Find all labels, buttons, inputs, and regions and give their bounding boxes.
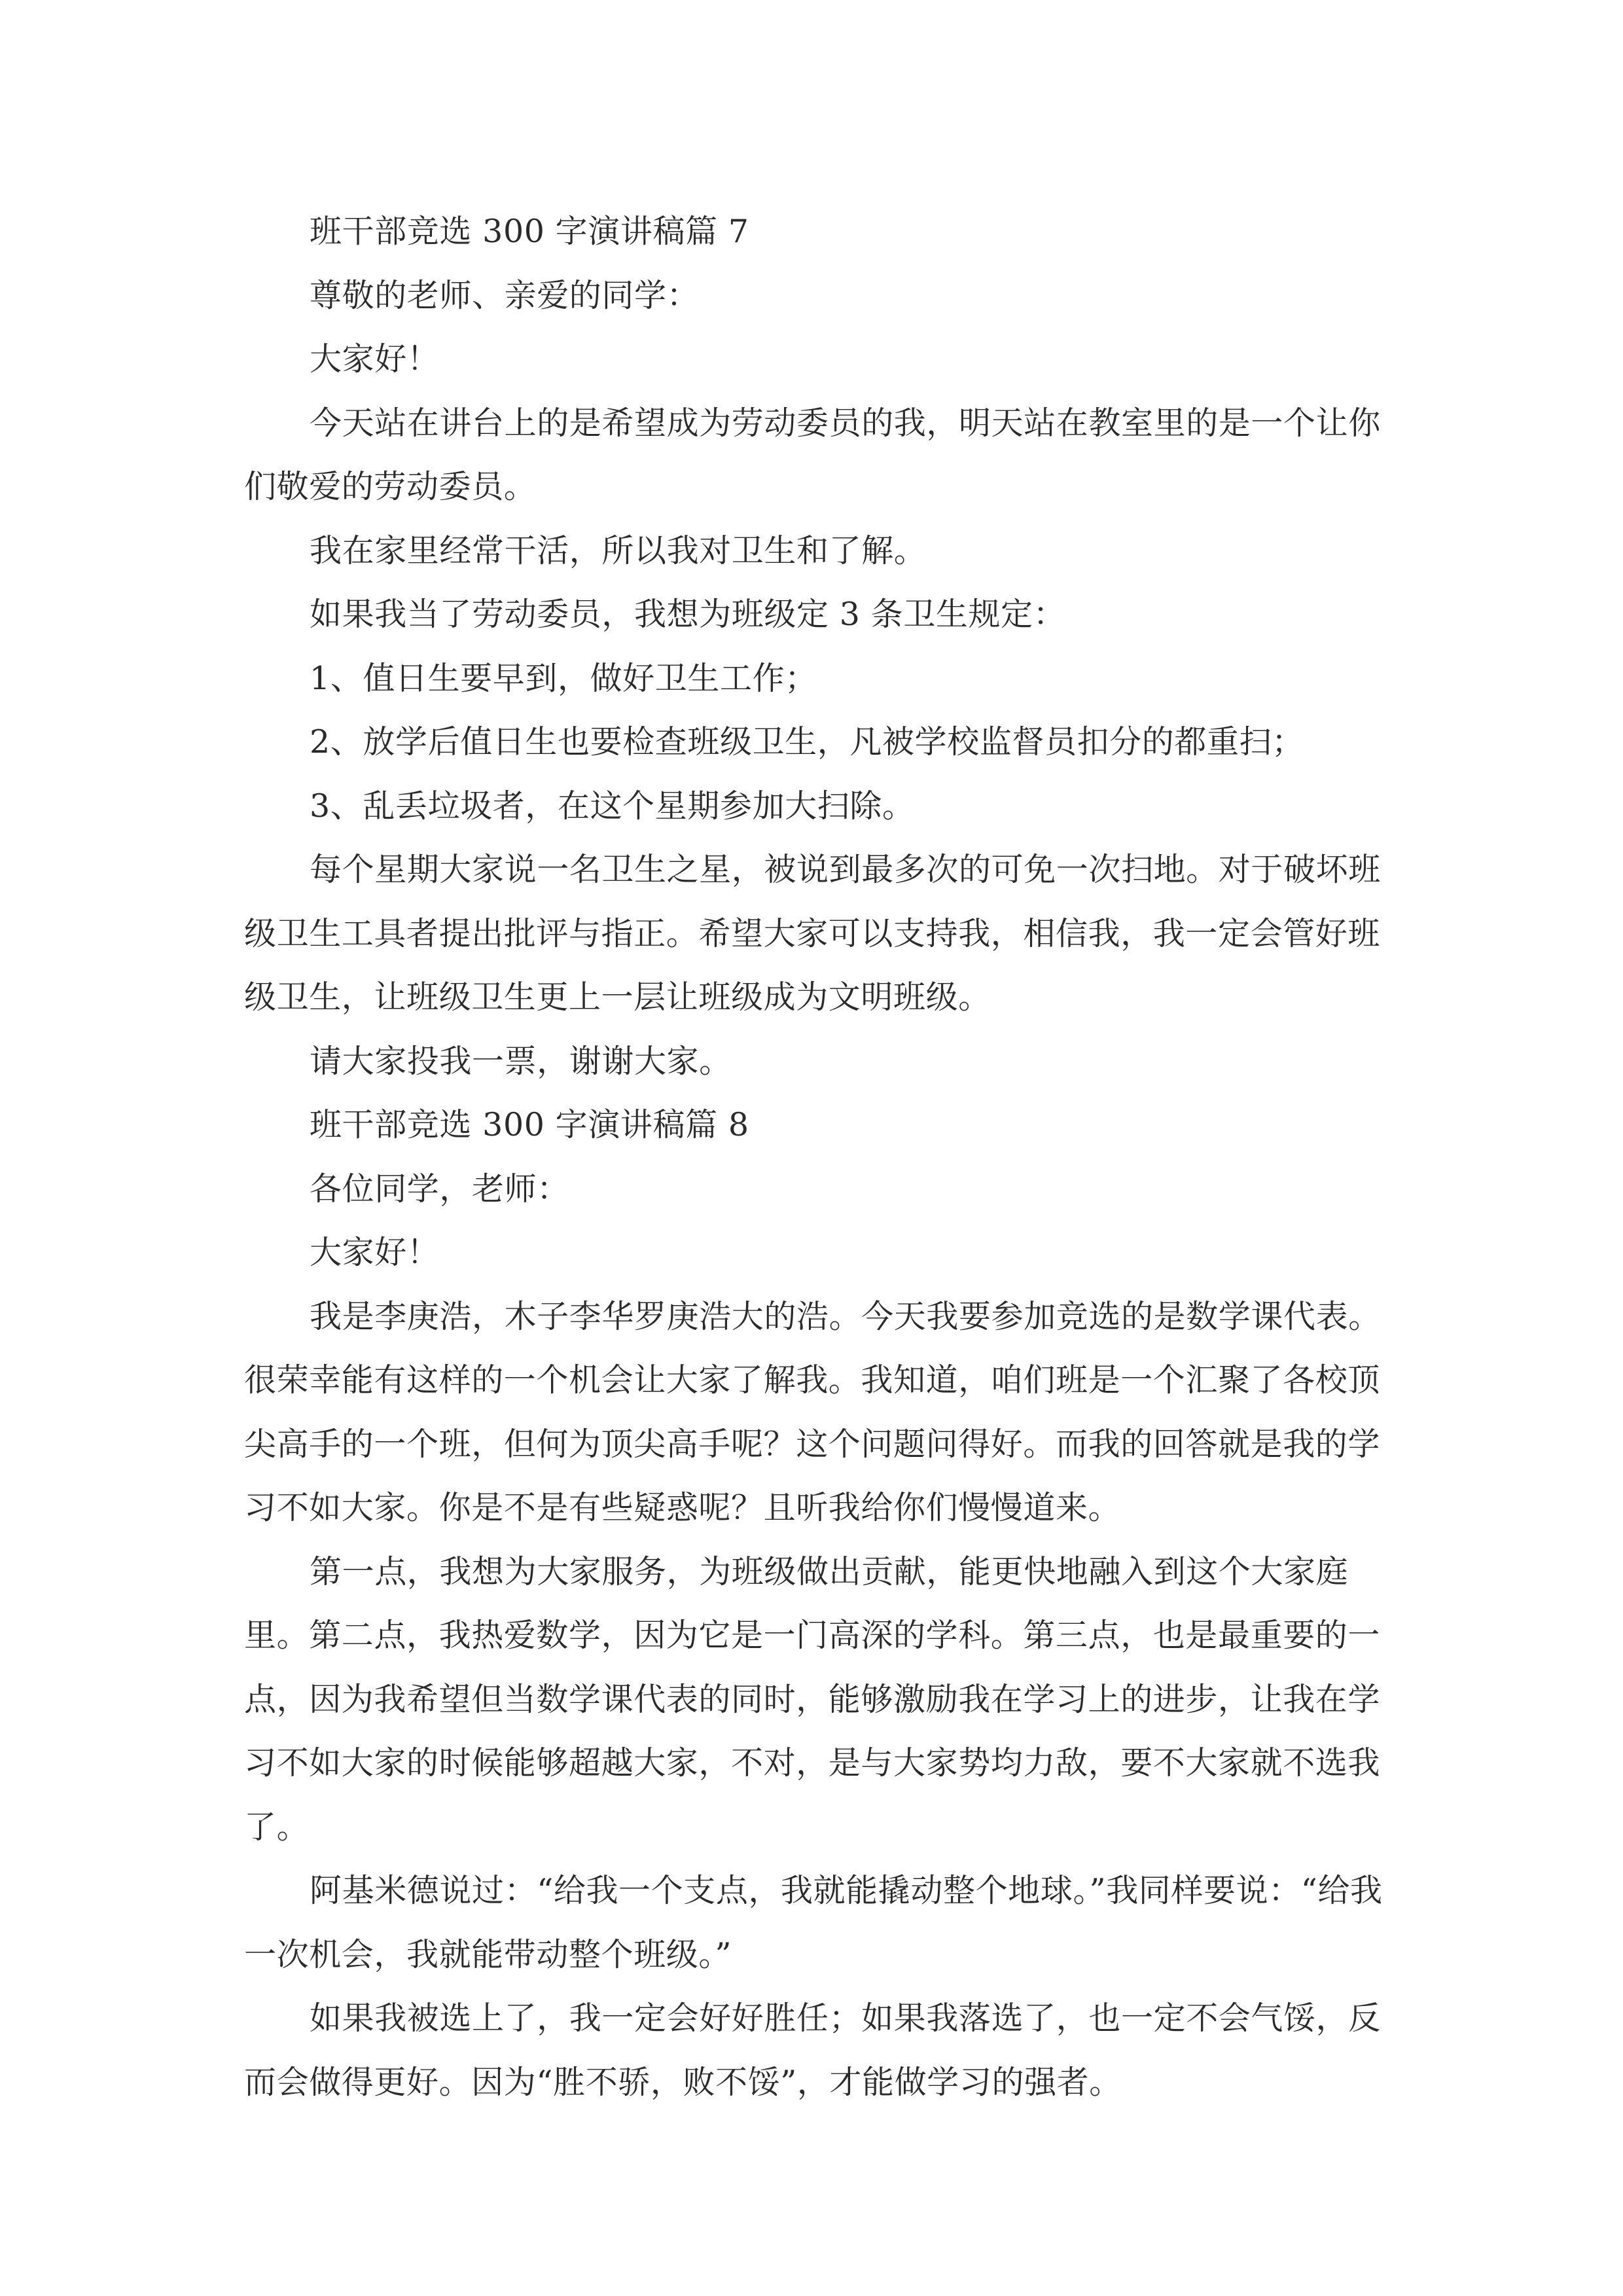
document-body [244,200,1386,2114]
list-item: 3、乱丢垃圾者，在这个星期参加大扫除。 [310,787,915,825]
body-paragraph: 每个星期大家说一名卫生之星，被说到最多次的可免一次扫地。对于破坏班级卫生工具者提出批评与指正。希望大家可以支持我，相信我，我一定会管好班级卫生，让班级卫生更上一层让班级成为文明班级。 [244,851,1381,1016]
salutation: 尊敬的老师、亲爱的同学： [310,276,700,314]
body-paragraph: 阿基米德说过：“给我一个支点，我就能撬动整个地球。”我同样要说：“给我一次机会，我就能带动整个班级。” [244,1872,1383,1973]
body-paragraph: 第一点，我想为大家服务，为班级做出贡献，能更快地融入到这个大家庭里。第二点，我热爱数学，因为它是一门高深的学科。第三点，也是最重要的一点，因为我希望但当数学课代表的同时，能够激励我在学习上的进步，让我在学习不如大家的时候能够超越大家，不对，是与大家势均力敌，要不大家就不选我了。 [244,1552,1381,1846]
list-item: 1、值日生要早到，做好卫生工作； [310,659,817,697]
section-heading: 班干部竞选 300 字演讲稿篇 7 [310,213,749,250]
greeting: 大家好！ [310,340,440,378]
body-paragraph: 如果我被选上了，我一定会好好胜任；如果我落选了，也一定不会气馁，反而会做得更好。因为“胜不骄，败不馁”，才能做学习的强者。 [244,2000,1381,2101]
list-item: 2、放学后值日生也要检查班级卫生，凡被学校监督员扣分的都重扫； [310,723,1304,761]
section-heading: 班干部竞选 300 字演讲稿篇 8 [310,1106,749,1143]
body-paragraph: 请大家投我一票，谢谢大家。 [310,1042,732,1080]
body-paragraph: 如果我当了劳动委员，我想为班级定 3 条卫生规定： [310,596,1066,633]
greeting: 大家好！ [310,1234,440,1271]
body-paragraph: 我是李庚浩，木子李华罗庚浩大的浩。今天我要参加竞选的是数学课代表。很荣幸能有这样的一个机会让大家了解我。我知道，咱们班是一个汇聚了各校顶尖高手的一个班，但何为顶尖高手呢？这个问题问得好。而我的回答就是我的学习不如大家。你是不是有些疑惑呢？且听我给你们慢慢道来。 [244,1297,1381,1526]
salutation: 各位同学，老师： [310,1170,569,1208]
body-paragraph: 今天站在讲台上的是希望成为劳动委员的我，明天站在教室里的是一个让你们敬爱的劳动委员。 [244,404,1381,505]
body-paragraph: 我在家里经常干活，所以我对卫生和了解。 [310,531,927,569]
